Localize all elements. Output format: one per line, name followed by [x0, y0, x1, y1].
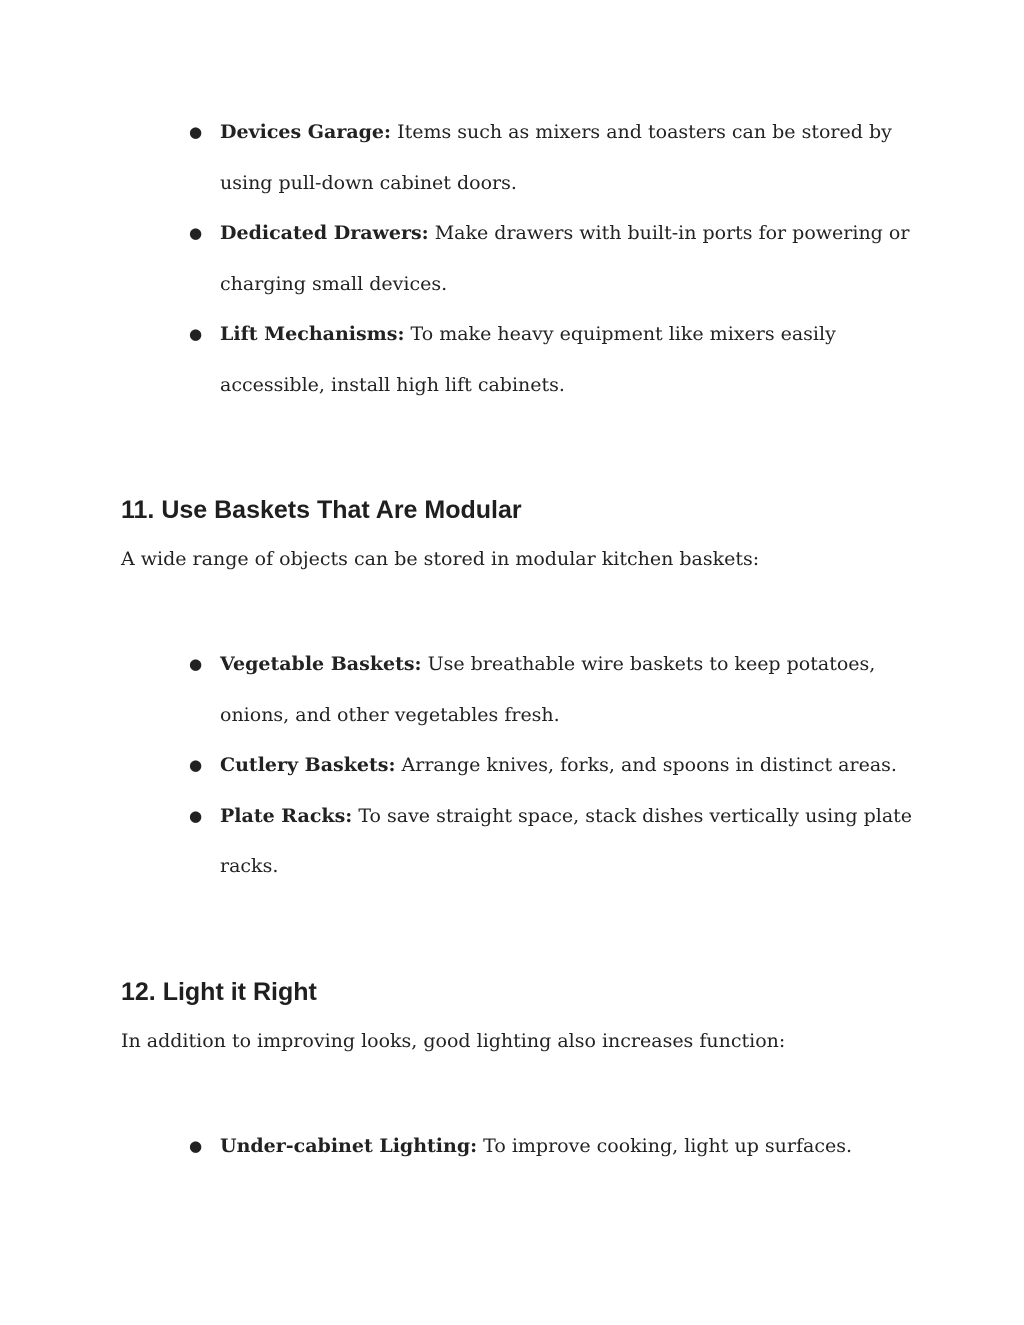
bullet-icon: ●: [189, 806, 203, 825]
list-item: [0, 309, 1024, 410]
bullet-icon: ●: [189, 123, 203, 141]
section-intro: In addition to improving looks, good lighting also increases function:: [121, 1030, 786, 1052]
bullet-list-baskets: [0, 639, 1024, 892]
list-item: [0, 1121, 1024, 1172]
bullet-icon: ●: [189, 655, 203, 673]
bullet-icon: ●: [189, 325, 203, 343]
list-item: [0, 740, 1024, 791]
list-item-text: Make drawers with built-in ports for powering or charging small devices.: [220, 222, 910, 295]
list-item-text: Items such as mixers and toasters can be stored by using pull-down cabinet doors.: [220, 121, 892, 194]
list-item-term: Cutlery Baskets:: [220, 754, 396, 776]
bullet-list-storage: [0, 107, 1024, 410]
list-item: [0, 107, 1024, 208]
list-item-text: Arrange knives, forks, and spoons in distinct areas.: [395, 754, 897, 776]
bullet-icon: ●: [189, 756, 203, 774]
list-item: [0, 208, 1024, 309]
list-item-term: Dedicated Drawers:: [220, 222, 429, 244]
section-heading: 12. Light it Right: [121, 978, 317, 1006]
list-item: [0, 791, 1024, 892]
list-item-term: Devices Garage:: [220, 121, 392, 143]
section-heading: 11. Use Baskets That Are Modular: [121, 496, 522, 524]
bullet-icon: ●: [189, 224, 203, 242]
list-item-text: To improve cooking, light up surfaces.: [477, 1135, 852, 1157]
list-item-term: Vegetable Baskets:: [220, 653, 422, 675]
list-item-term: Under-cabinet Lighting:: [220, 1135, 478, 1157]
list-item-text: Use breathable wire baskets to keep potatoes, onions, and other vegetables fresh.: [220, 653, 876, 726]
list-item-term: Lift Mechanisms:: [220, 323, 405, 345]
list-item-text: To save straight space, stack dishes vertically using plate racks.: [220, 804, 913, 877]
list-item-term: Plate Racks:: [220, 804, 353, 827]
list-item: [0, 639, 1024, 740]
bullet-icon: ●: [189, 1137, 203, 1155]
bullet-list-lighting: [0, 1121, 1024, 1172]
section-intro: A wide range of objects can be stored in modular kitchen baskets:: [121, 548, 760, 570]
list-item-text: To make heavy equipment like mixers easily accessible, install high lift cabinets.: [220, 323, 836, 396]
